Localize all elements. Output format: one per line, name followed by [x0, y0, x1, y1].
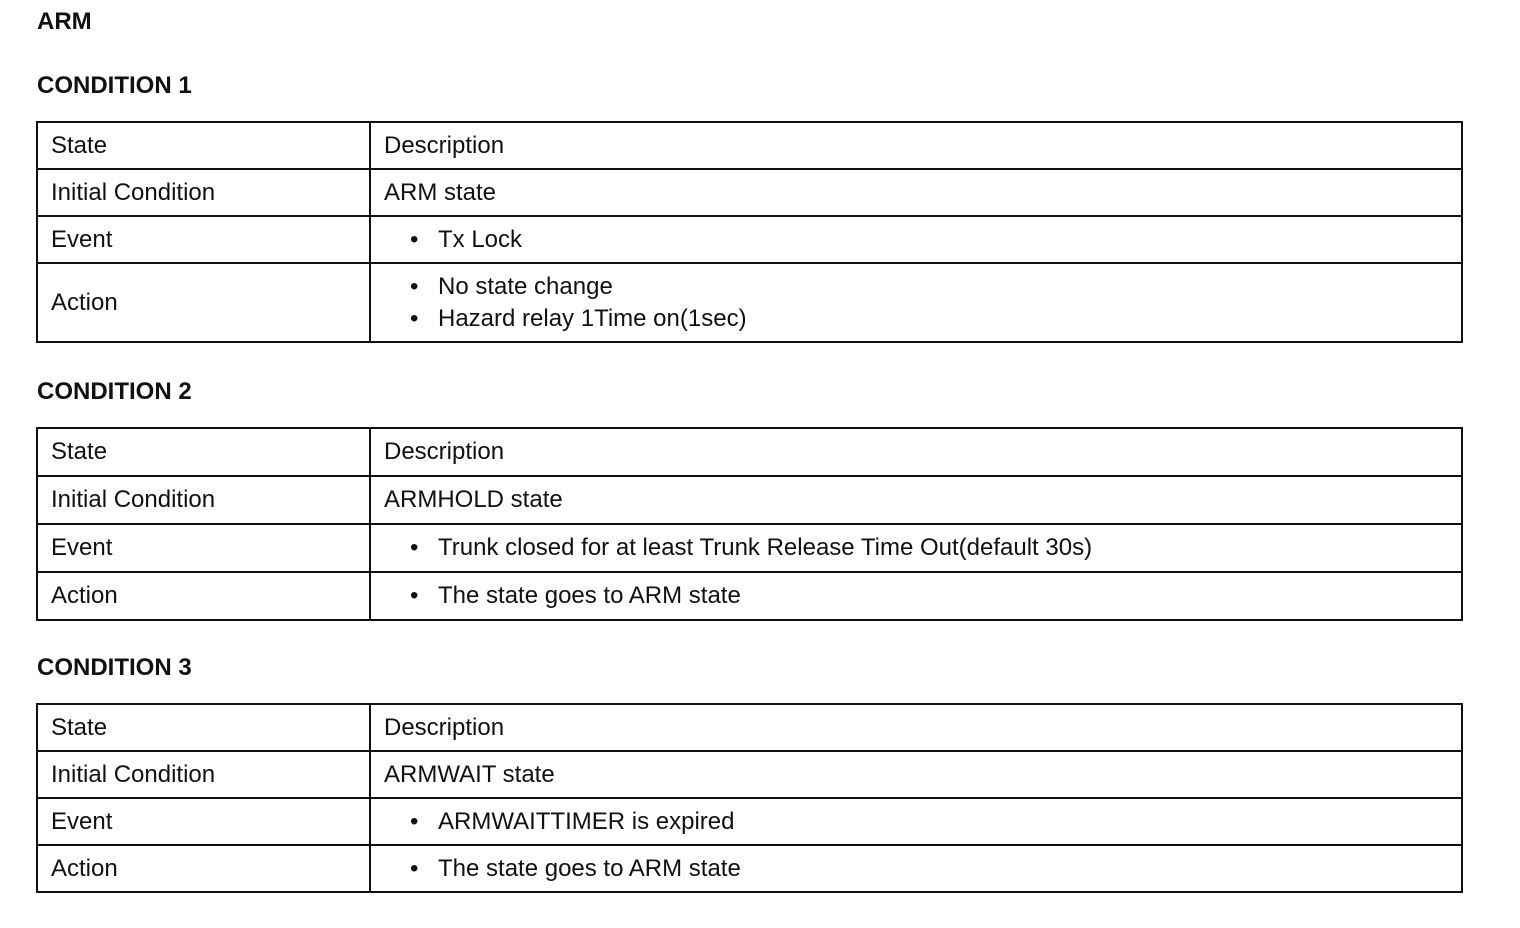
action-row: [37, 263, 1462, 342]
event-row: [37, 216, 1462, 263]
initial-condition-label: Initial Condition: [37, 476, 370, 524]
table-header-row: [37, 428, 1462, 476]
event-list: [384, 224, 1461, 256]
action-cell: [370, 263, 1462, 342]
initial-condition-label: Initial Condition: [37, 169, 370, 216]
condition-heading: CONDITION 1: [37, 72, 192, 99]
list-item: • Hazard relay 1Time on(1sec): [410, 303, 1461, 335]
initial-condition-value: ARMHOLD state: [370, 476, 1462, 524]
event-cell: [370, 524, 1462, 572]
header-description-cell: Description: [370, 428, 1462, 476]
action-list: [384, 853, 1461, 885]
action-list: [384, 580, 1461, 612]
table-header-row: [37, 704, 1462, 751]
event-row: [37, 798, 1462, 845]
header-description-cell: Description: [370, 122, 1462, 169]
condition-heading: CONDITION 2: [37, 378, 192, 405]
action-row: [37, 572, 1462, 620]
table-header-row: [37, 122, 1462, 169]
header-state-cell: State: [37, 122, 370, 169]
action-label: Action: [37, 845, 370, 892]
list-item: • The state goes to ARM state: [410, 580, 1461, 612]
initial-condition-label: Initial Condition: [37, 751, 370, 798]
initial-condition-row: [37, 476, 1462, 524]
action-cell: [370, 572, 1462, 620]
list-item: • The state goes to ARM state: [410, 853, 1461, 885]
event-row: [37, 524, 1462, 572]
event-list: [384, 806, 1461, 838]
condition-heading: CONDITION 3: [37, 654, 192, 681]
page-title: ARM: [37, 8, 92, 35]
action-list: [384, 271, 1461, 335]
list-item: • Trunk closed for at least Trunk Release Time Out(default 30s): [410, 532, 1461, 564]
condition-table: [36, 121, 1463, 343]
event-cell: [370, 216, 1462, 263]
action-label: Action: [37, 572, 370, 620]
list-item: • No state change: [410, 271, 1461, 303]
event-label: Event: [37, 798, 370, 845]
list-item: • Tx Lock: [410, 224, 1461, 256]
event-label: Event: [37, 524, 370, 572]
action-row: [37, 845, 1462, 892]
header-description-cell: Description: [370, 704, 1462, 751]
condition-table: [36, 703, 1463, 893]
initial-condition-value: ARMWAIT state: [370, 751, 1462, 798]
condition-1-section: [36, 72, 1463, 343]
action-label: Action: [37, 263, 370, 342]
event-list: [384, 532, 1461, 564]
action-cell: [370, 845, 1462, 892]
condition-table: [36, 427, 1463, 621]
event-label: Event: [37, 216, 370, 263]
header-state-cell: State: [37, 428, 370, 476]
condition-3-section: [36, 654, 1463, 893]
event-cell: [370, 798, 1462, 845]
list-item: • ARMWAITTIMER is expired: [410, 806, 1461, 838]
condition-2-section: [36, 378, 1463, 621]
initial-condition-row: [37, 169, 1462, 216]
initial-condition-row: [37, 751, 1462, 798]
initial-condition-value: ARM state: [370, 169, 1462, 216]
header-state-cell: State: [37, 704, 370, 751]
